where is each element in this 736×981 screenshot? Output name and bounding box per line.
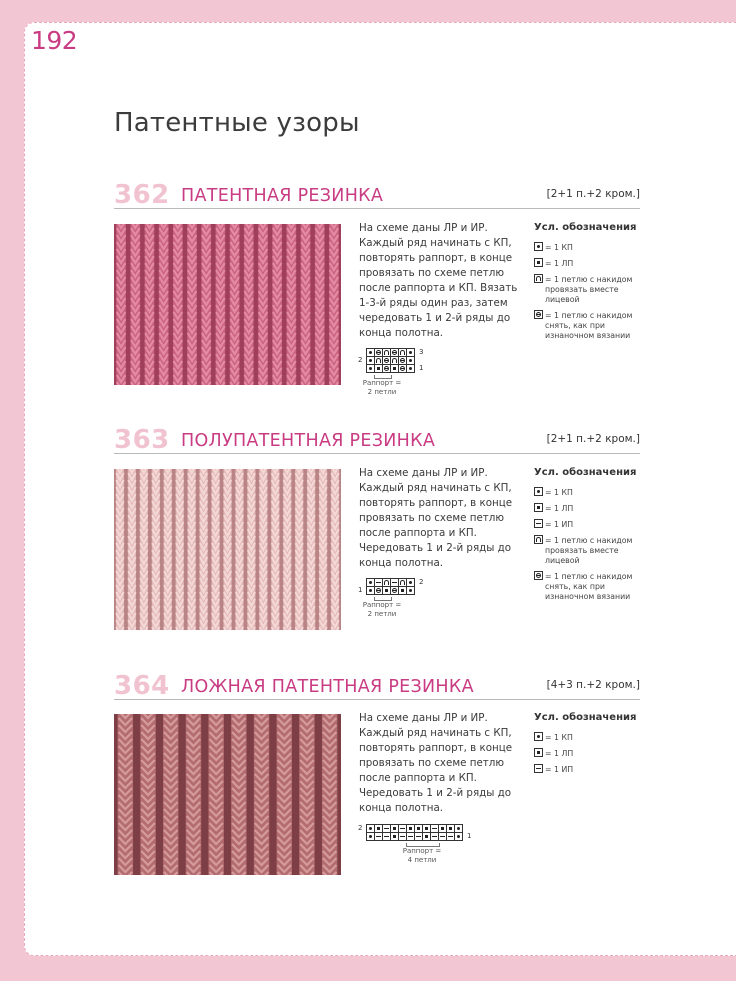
rib-column <box>258 224 268 385</box>
rib-column <box>116 469 124 630</box>
legend <box>534 712 644 780</box>
legend-item <box>534 274 644 305</box>
section-number: 364 <box>114 671 170 701</box>
section-title: ЛОЖНАЯ ПАТЕНТНАЯ РЕЗИНКА <box>181 677 474 697</box>
section-divider <box>114 208 640 209</box>
rib-column <box>186 714 201 875</box>
pattern-description: На схеме даны ЛР и ИР. Каждый ряд начинать с КП, повторять раппорт, в конце провязать по схеме петлю после раппорта и КП. Чередовать 1 и 2-й ряды до конца полотна. <box>359 467 513 569</box>
swatch-image-364 <box>114 714 341 875</box>
rib-column <box>163 714 178 875</box>
legend-item <box>534 748 644 759</box>
rib-column <box>235 469 243 630</box>
section-divider <box>114 699 640 700</box>
legend-text: = 1 ЛП <box>545 504 574 513</box>
legend-text: = 1 ИП <box>545 765 574 774</box>
chapter-title: Патентные узоры <box>114 108 360 138</box>
rib-column <box>322 714 337 875</box>
rib-column <box>331 469 339 630</box>
rib-column <box>230 224 240 385</box>
legend-item <box>534 519 644 530</box>
rib-column <box>208 714 223 875</box>
rib-column <box>329 224 339 385</box>
chart-grid <box>366 348 414 372</box>
legend-text: = 1 КП <box>545 488 573 497</box>
rib-column <box>247 469 255 630</box>
section-363-header <box>114 425 640 455</box>
rib-column <box>307 469 315 630</box>
legend-title: Усл. обозначения <box>534 467 637 478</box>
legend-item <box>534 732 644 743</box>
legend-text: = 1 петлю с накидом снять, как при изнаночном вязании <box>545 311 633 340</box>
rib-column <box>319 469 327 630</box>
rib-column <box>116 224 126 385</box>
rib-column <box>200 469 208 630</box>
row-number: 2 <box>419 578 424 586</box>
rib-column <box>299 714 314 875</box>
rib-column <box>159 224 169 385</box>
chart-row <box>366 578 414 586</box>
knit-yo-symbol-icon <box>534 274 543 283</box>
rib-column <box>254 714 269 875</box>
knit-yo-symbol-icon <box>534 535 543 544</box>
row-number: 3 <box>419 348 424 356</box>
legend-item <box>534 503 644 514</box>
rib-column <box>128 469 136 630</box>
page-number: 192 <box>31 26 78 55</box>
legend-item <box>534 310 644 341</box>
rib-column <box>201 224 211 385</box>
rib-column <box>287 224 297 385</box>
knit-stitch-icon <box>406 586 415 595</box>
row-number: 1 <box>358 586 363 594</box>
legend-item <box>534 258 644 269</box>
rib-column <box>140 469 148 630</box>
rib-column <box>231 714 246 875</box>
knit-symbol-icon <box>534 732 543 741</box>
pattern-description: На схеме даны ЛР и ИР. Каждый ряд начинать с КП, повторять раппорт, в конце провязать по схеме петлю после раппорта и КП. Чередовать 1 и 2-й ряды до конца полотна. <box>359 712 513 814</box>
chart-row <box>366 356 414 364</box>
rib-column <box>187 224 197 385</box>
rib-column <box>188 469 196 630</box>
legend-text: = 1 КП <box>545 733 573 742</box>
legend-text: = 1 ЛП <box>545 749 574 758</box>
rib-column <box>164 469 172 630</box>
rib-column <box>216 224 226 385</box>
stitch-count: [2+1 п.+2 кром.] <box>546 433 640 445</box>
legend-item <box>534 535 644 566</box>
rib-column <box>130 224 140 385</box>
knitrow-symbol-icon <box>534 258 543 267</box>
chart-grid <box>366 824 462 840</box>
stitch-count: [2+1 п.+2 кром.] <box>546 188 640 200</box>
legend-text: = 1 ЛП <box>545 259 574 268</box>
knit-symbol-icon <box>534 487 543 496</box>
rib-column <box>295 469 303 630</box>
rib-column <box>211 469 219 630</box>
chart-grid <box>366 578 414 594</box>
legend-item <box>534 487 644 498</box>
rib-column <box>259 469 267 630</box>
knit-symbol-icon <box>534 242 543 251</box>
chart-row <box>366 348 414 356</box>
knit-stitch-icon <box>454 832 463 841</box>
slip-yo-symbol-icon <box>534 571 543 580</box>
rib-column <box>283 469 291 630</box>
pattern-description: На схеме даны ЛР и ИР. Каждый ряд начинать с КП, повторять раппорт, в конце провязать по схеме петлю после раппорта и КП. Вязать 1-3-й ряды один раз, затем чередовать 1 и 2-й ряды до конца полотна. <box>359 222 518 339</box>
legend <box>534 467 644 607</box>
rib-column <box>145 224 155 385</box>
chart-row <box>366 586 414 594</box>
legend-title: Усл. обозначения <box>534 222 637 233</box>
purl-symbol-icon <box>534 764 543 773</box>
slip-yo-symbol-icon <box>534 310 543 319</box>
legend-text: = 1 петлю с накидом снять, как при изнаночном вязании <box>545 572 633 601</box>
legend-item <box>534 242 644 253</box>
chart-row <box>366 832 462 840</box>
rib-column <box>272 224 282 385</box>
legend <box>534 222 644 346</box>
chart-row <box>366 364 414 372</box>
knitrow-symbol-icon <box>534 748 543 757</box>
purl-symbol-icon <box>534 519 543 528</box>
stitch-count: [4+3 п.+2 кром.] <box>546 679 640 691</box>
row-number: 2 <box>358 824 363 832</box>
section-divider <box>114 453 640 454</box>
rib-column <box>176 469 184 630</box>
row-number: 2 <box>358 356 363 364</box>
legend-text: = 1 петлю с накидом провязать вместе лицевой <box>545 536 633 565</box>
rib-column <box>173 224 183 385</box>
rapport-label: Раппорт = 2 петли <box>362 601 402 618</box>
rib-column <box>152 469 160 630</box>
chart-row <box>366 824 462 832</box>
section-364-header <box>114 671 640 701</box>
swatch-image-363 <box>114 469 341 630</box>
legend-title: Усл. обозначения <box>534 712 637 723</box>
rapport-label: Раппорт = 2 петли <box>362 379 402 396</box>
row-number: 1 <box>419 364 424 372</box>
legend-item <box>534 764 644 775</box>
rib-column <box>271 469 279 630</box>
rib-column <box>118 714 133 875</box>
swatch-image-362 <box>114 224 341 385</box>
legend-text: = 1 ИП <box>545 520 574 529</box>
section-362-header <box>114 180 640 210</box>
knitrow-symbol-icon <box>534 503 543 512</box>
legend-text: = 1 КП <box>545 243 573 252</box>
rib-column <box>140 714 155 875</box>
rapport-label: Раппорт = 4 петли <box>402 847 442 864</box>
rib-column <box>277 714 292 875</box>
rib-column <box>223 469 231 630</box>
row-number: 1 <box>467 832 472 840</box>
knit-stitch-icon <box>406 364 415 373</box>
rib-column <box>244 224 254 385</box>
section-title: ПОЛУПАТЕНТНАЯ РЕЗИНКА <box>181 431 436 451</box>
rib-column <box>315 224 325 385</box>
section-number: 363 <box>114 425 170 455</box>
section-title: ПАТЕНТНАЯ РЕЗИНКА <box>181 186 384 206</box>
section-number: 362 <box>114 180 170 210</box>
rib-column <box>301 224 311 385</box>
legend-item <box>534 571 644 602</box>
legend-text: = 1 петлю с накидом провязать вместе лицевой <box>545 275 633 304</box>
